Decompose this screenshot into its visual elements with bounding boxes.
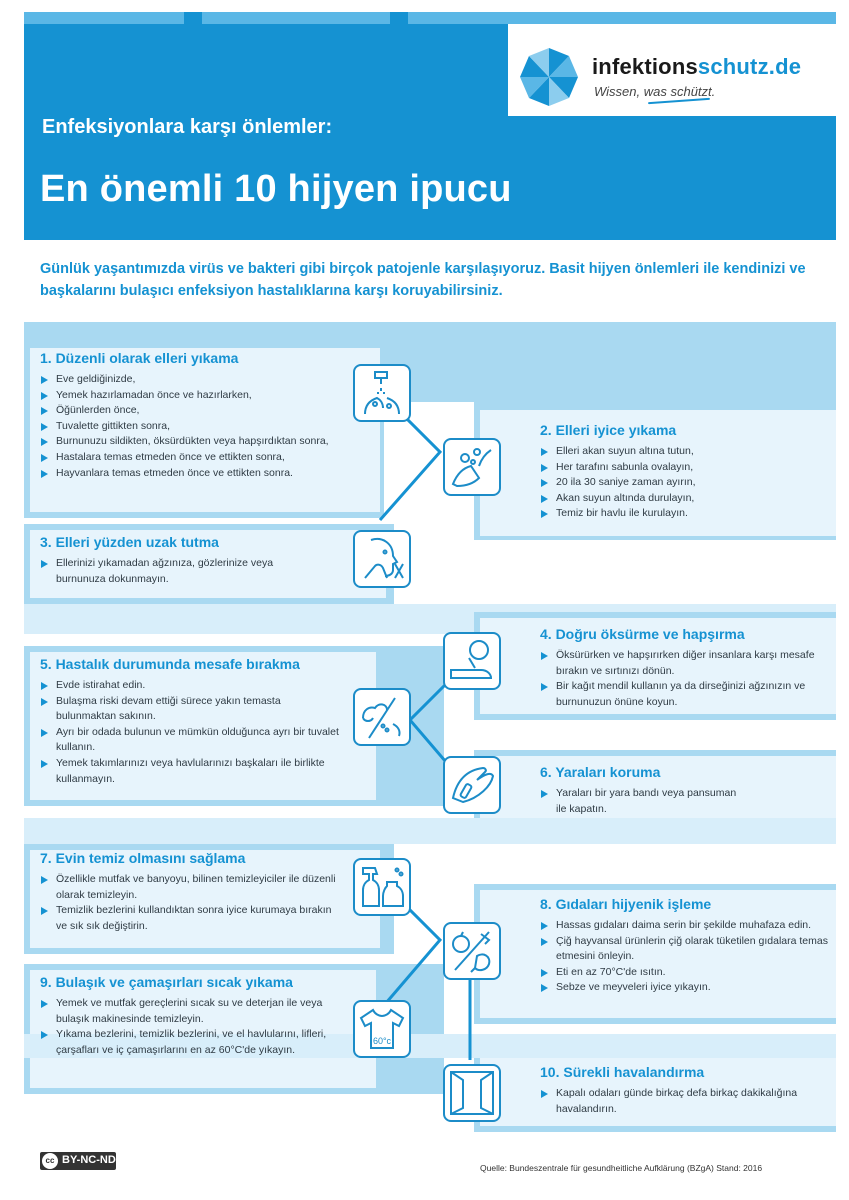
temperature-label: 60°c xyxy=(372,1036,392,1046)
tip-list xyxy=(40,996,340,1058)
list-item: Evde istirahat edin. xyxy=(40,678,340,694)
license-text: BY-NC-ND xyxy=(62,1154,116,1166)
tip-5 xyxy=(40,656,340,787)
list-item: Kapalı odaları günde birkaç defa birkaç dakikalığına havalandırın. xyxy=(540,1086,830,1117)
tip-title: 2. Elleri iyice yıkama xyxy=(540,422,677,438)
food-separation-icon xyxy=(443,922,501,980)
tip-list xyxy=(540,648,830,710)
list-item: Bulaşma riski devam ettiği sürece yakın temasta bulunmaktan sakının. xyxy=(40,694,340,725)
tip-list xyxy=(540,444,830,522)
list-item: Yemek hazırlamadan önce ve hazırlarken, xyxy=(40,388,375,404)
list-item: Yemek takımlarınızı veya havlularınızı başkaları ile birlikte kullanmayın. xyxy=(40,756,340,787)
tip-title: 9. Bulaşık ve çamaşırları sıcak yıkama xyxy=(40,974,293,990)
list-item: Ayrı bir odada bulunun ve mümkün olduğunca ayrı bir tuvalet kullanın. xyxy=(40,725,340,756)
tip-list xyxy=(40,556,315,587)
bandaged-hand-icon xyxy=(443,756,501,814)
tip-9 xyxy=(40,974,340,1058)
list-item: Öksürürken ve hapşırırken diğer insanlara karşı mesafe bırakın ve sırtınızı dönün. xyxy=(540,648,830,679)
list-item: 20 ila 30 saniye zaman ayırın, xyxy=(540,475,830,491)
tip-2 xyxy=(540,422,830,522)
tip-title: 7. Evin temiz olmasını sağlama xyxy=(40,850,246,866)
tip-10 xyxy=(540,1064,830,1117)
tip-list xyxy=(40,678,340,787)
tip-title: 5. Hastalık durumunda mesafe bırakma xyxy=(40,656,300,672)
tip-title: 8. Gıdaları hijyenik işleme xyxy=(540,896,712,912)
source-note: Quelle: Bundeszentrale für gesundheitliche Aufklärung (BZgA) Stand: 2016 xyxy=(480,1163,763,1173)
logo-name: infektionsschutz.de xyxy=(592,54,802,79)
page-title: En önemli 10 hijyen ipucu xyxy=(40,168,512,210)
open-window-icon xyxy=(443,1064,501,1122)
tip-1 xyxy=(40,350,375,481)
cleaning-bottles-icon xyxy=(353,858,411,916)
tip-8 xyxy=(540,896,830,996)
list-item: Hayvanlara temas etmeden önce ve ettikten sonra. xyxy=(40,466,375,482)
tip-list xyxy=(40,372,375,481)
list-item: Elleri akan suyun altına tutun, xyxy=(540,444,830,460)
tip-4 xyxy=(540,626,830,710)
distance-sneeze-icon xyxy=(353,688,411,746)
cc-icon: cc xyxy=(42,1153,58,1169)
tip-title: 10. Sürekli havalandırma xyxy=(540,1064,705,1080)
list-item: Hassas gıdaları daima serin bir şekilde muhafaza edin. xyxy=(540,918,830,934)
list-item: Tuvalette gittikten sonra, xyxy=(40,419,375,435)
list-item: Özellikle mutfak ve banyoyu, bilinen temizleyiciler ile düzenli olarak temizleyin. xyxy=(40,872,340,903)
tip-list xyxy=(540,786,740,817)
tip-list xyxy=(40,872,340,934)
cough-elbow-icon xyxy=(443,632,501,690)
list-item: Hastalara temas etmeden önce ve ettikten sonra, xyxy=(40,450,375,466)
list-item: Akan suyun altında durulayın, xyxy=(540,491,830,507)
list-item: Temiz bir havlu ile kurulayın. xyxy=(540,506,830,522)
list-item: Temizlik bezlerini kullandıktan sonra iyice kurumaya bırakın ve sık sık değiştirin. xyxy=(40,903,340,934)
list-item: Eti en az 70°C'de ısıtın. xyxy=(540,965,830,981)
list-item: Yıkama bezlerini, temizlik bezlerini, ve el havlularını, lifleri, çarşafları ve iç çamaşırlarını en az 60°C'de yıkayın. xyxy=(40,1027,340,1058)
tip-title: 1. Düzenli olarak elleri yıkama xyxy=(40,350,239,366)
page-subtitle: Enfeksiyonlara karşı önlemler: xyxy=(42,116,333,138)
intro-text: Günlük yaşantımızda virüs ve bakteri gibi birçok patojenle karşılaşıyoruz. Basit hijyen önlemleri ile kendinizi ve başkalarını bulaşıcı enfeksiyon hastalıklarına karşı koruyabilirsiniz. xyxy=(40,261,806,299)
license-badge[interactable] xyxy=(40,1152,116,1170)
tip-title: 3. Elleri yüzden uzak tutma xyxy=(40,534,219,550)
list-item: Eve geldiğinizde, xyxy=(40,372,375,388)
tip-title: 6. Yaraları koruma xyxy=(540,764,661,780)
logo-tagline: Wissen, was schützt. xyxy=(594,84,716,99)
list-item: Öğünlerden önce, xyxy=(40,403,375,419)
tip-title: 4. Doğru öksürme ve hapşırma xyxy=(540,626,745,642)
list-item: Sebze ve meyveleri iyice yıkayın. xyxy=(540,980,830,996)
list-item: Burnunuzu sildikten, öksürdükten veya hapşırdıktan sonra, xyxy=(40,434,375,450)
list-item: Ellerinizi yıkamadan ağzınıza, gözlerinize veya burnunuza dokunmayın. xyxy=(40,556,315,587)
list-item: Yaraları bir yara bandı veya pansuman ile kapatın. xyxy=(540,786,740,817)
tip-7 xyxy=(40,850,340,934)
tip-list xyxy=(540,1086,830,1117)
list-item: Bir kağıt mendil kullanın ya da dirseğinizi ağzınızın ve burnunuzun önüne koyun. xyxy=(540,679,830,710)
tshirt-60c-icon xyxy=(353,1000,411,1058)
tip-list xyxy=(540,918,830,996)
soap-hands-icon xyxy=(443,438,501,496)
list-item: Yemek ve mutfak gereçlerini sıcak su ve deterjan ile veya bulaşık makinesinde temizleyin. xyxy=(40,996,340,1027)
no-face-touch-icon xyxy=(353,530,411,588)
list-item: Her tarafını sabunla ovalayın, xyxy=(540,460,830,476)
tip-6 xyxy=(540,764,740,817)
list-item: Çiğ hayvansal ürünlerin çiğ olarak tüketilen gıdalara temas etmesini önleyin. xyxy=(540,934,830,965)
tip-3 xyxy=(40,534,315,587)
